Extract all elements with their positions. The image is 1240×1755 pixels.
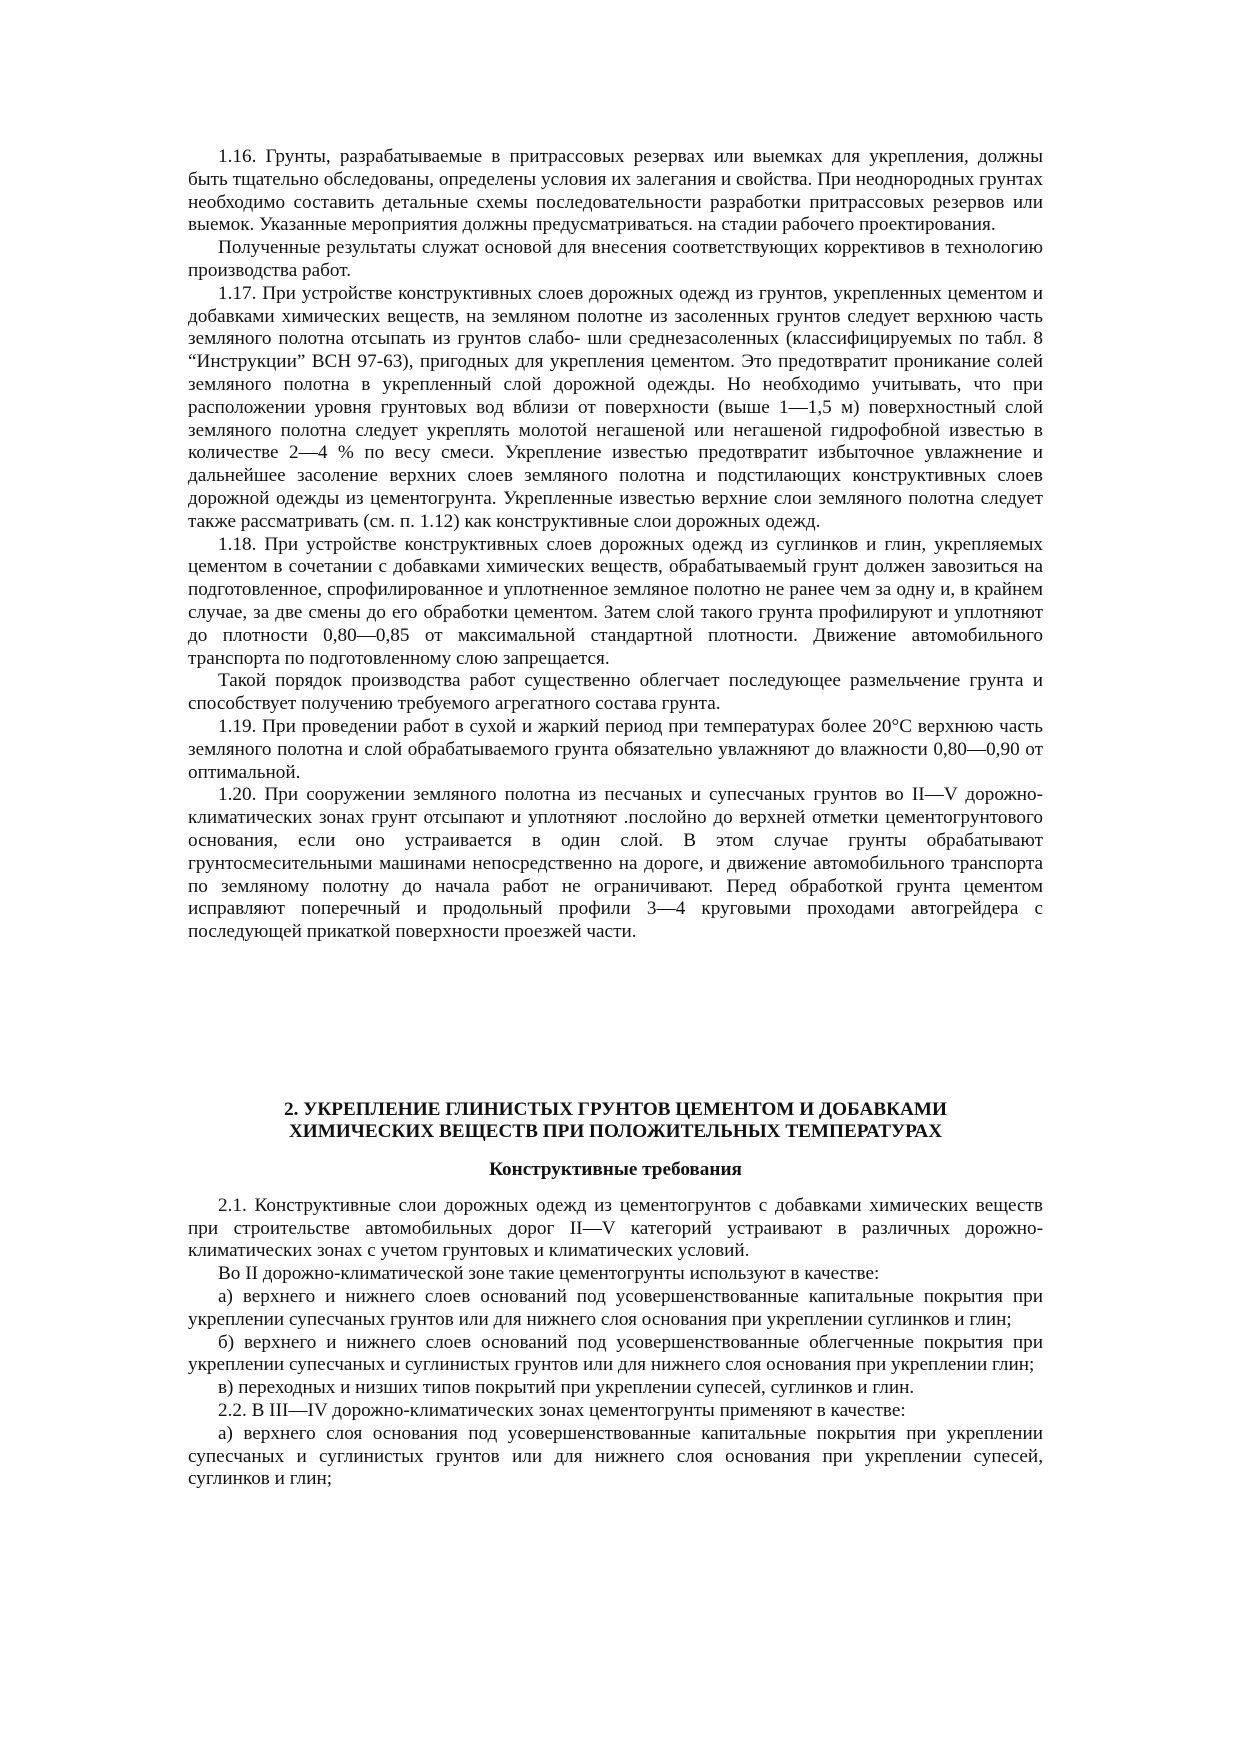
paragraph-1-17: 1.17. При устройстве конструктивных слоев дорожных одежд из грунтов, укрепленных цементом и добавками химических веществ, на земляном полотне из засоленных грунтов следует верхнюю часть земляного полотна отсыпать из грунтов слабо- шли среднезасоленных (классифицируемых по табл. 8 “Инструкции” ВСН 97-63), пригодных для укрепления цементом. Это предотвратит проникание солей земляного полотна в укрепленный слой дорожной одежды. Но необходимо учитывать, что при расположении уровня грунтовых вод вблизи от поверхности (выше 1—1,5 м) поверхностный слой земляного полотна следует укреплять молотой негашеной или негашеной гидрофобной известью в количестве 2—4 % по весу смеси. Укрепление известью предотвратит избыточное увлажнение и дальнейшее засоление верхних слоев земляного полотна и подстилающих конструктивных слоев дорожной одежды из цементогрунта. Укрепленные известью верхние слои земляного полотна следует также рассматривать (см. п. 1.12) как конструктивные слои дорожных одежд. bbox=[188, 282, 1043, 532]
paragraph-1-19: 1.19. При проведении работ в сухой и жаркий период при температурах более 20°С верхнюю часть земляного полотна и слой обрабатываемого грунта обязательно увлажняют до влажности 0,80—0,90 от оптимальной. bbox=[188, 715, 1043, 783]
list-item-b: б) верхнего и нижнего слоев оснований под усовершенствованные облегченные покрытия при укреплении супесчаных и суглинистых грунтов или для нижнего слоя основания при укреплении глин; bbox=[188, 1331, 1043, 1376]
paragraph-2-2: 2.2. В III—IV дорожно-климатических зонах цементогрунты применяют в качестве: bbox=[218, 1400, 906, 1422]
paragraph-1-18: 1.18. При устройстве конструктивных слоев дорожных одежд из суглинков и глин, укрепляемых цементом в сочетании с добавками химических веществ, обрабатываемый грунт должен завозиться на подготовленное, спрофилированное и уплотненное земляное полотно не ранее чем за одну и, в крайнем случае, за две смены до его обработки цементом. Затем слой такого грунта профилируют и уплотняют до плотности 0,80—0,85 от максимальной стандартной плотности. Движение автомобильного транспорта по подготовленному слою запрещается. bbox=[188, 533, 1043, 669]
paragraph-2-1: 2.1. Конструктивные слои дорожных одежд из цементогрунтов с добавками химических веществ при строительстве автомобильных дорог II—V категорий устраивают в различных дорожно-климатических зонах с учетом грунтовых и климатических условий. bbox=[188, 1194, 1043, 1262]
paragraph-1-16: 1.16. Грунты, разрабатываемые в притрассовых резервах или выемках для укрепления, должны быть тщательно обследованы, определены условия их залегания и свойства. При неоднородных грунтах необходимо составить детальные схемы последовательности разработки притрассовых резервов или выемок. Указанные мероприятия должны предусматриваться. на стадии рабочего проектирования. bbox=[188, 146, 1043, 236]
document-page bbox=[188, 146, 1043, 1491]
section-spacer bbox=[188, 944, 1043, 1099]
list-item-v: в) переходных и низших типов покрытий при укреплении супесей, суглинков и глин. bbox=[218, 1377, 915, 1399]
paragraph-2-1-intro: Во II дорожно-климатической зоне такие цементогрунты используют в качестве: bbox=[218, 1263, 880, 1285]
paragraph-1-16-note: Полученные результаты служат основой для внесения соответствующих коррективов в технологию производства работ. bbox=[188, 237, 1043, 281]
section-2-heading-line-2: ХИМИЧЕСКИХ ВЕЩЕСТВ ПРИ ПОЛОЖИТЕЛЬНЫХ ТЕМПЕРАТУРАХ bbox=[288, 1120, 943, 1142]
list-item-a-2: а) верхнего слоя основания под усовершенствованные капитальные покрытия при укреплении супесчаных и суглинистых грунтов или для нижнего слоя основания при укреплении супесей, суглинков и глин; bbox=[188, 1422, 1043, 1490]
paragraph-1-18-note: Такой порядок производства работ существенно облегчает последующее размельчение грунта и способствует получению требуемого агрегатного состава грунта. bbox=[188, 670, 1043, 715]
section-2-subheading: Конструктивные требования bbox=[489, 1158, 742, 1180]
section-2-heading-line-1: 2. УКРЕПЛЕНИЕ ГЛИНИСТЫХ ГРУНТОВ ЦЕМЕНТОМ И ДОБАВКАМИ bbox=[284, 1098, 947, 1120]
list-item-a: а) верхнего и нижнего слоев оснований под усовершенствованные капитальные покрытия при укреплении супесчаных грунтов или для нижнего слоя основания при укреплении суглинков и глин; bbox=[188, 1286, 1043, 1330]
section-2-heading bbox=[188, 1099, 1043, 1143]
paragraph-1-20: 1.20. При сооружении земляного полотна из песчаных и супесчаных грунтов во II—V дорожно-климатических зонах грунт отсыпают и уплотняют .послойно до верхней отметки цементогрунтового основания, если оно устраивается в один слой. В этом случае грунты обрабатывают грунтосмесительными машинами непосредственно на дороге, и движение автомобильного транспорта по земляному полотну до начала работ не ограничивают. Перед обработкой грунта цементом исправляют поперечный и продольный профили 3—4 круговыми проходами автогрейдера с последующей прикаткой поверхности проезжей части. bbox=[188, 784, 1043, 943]
